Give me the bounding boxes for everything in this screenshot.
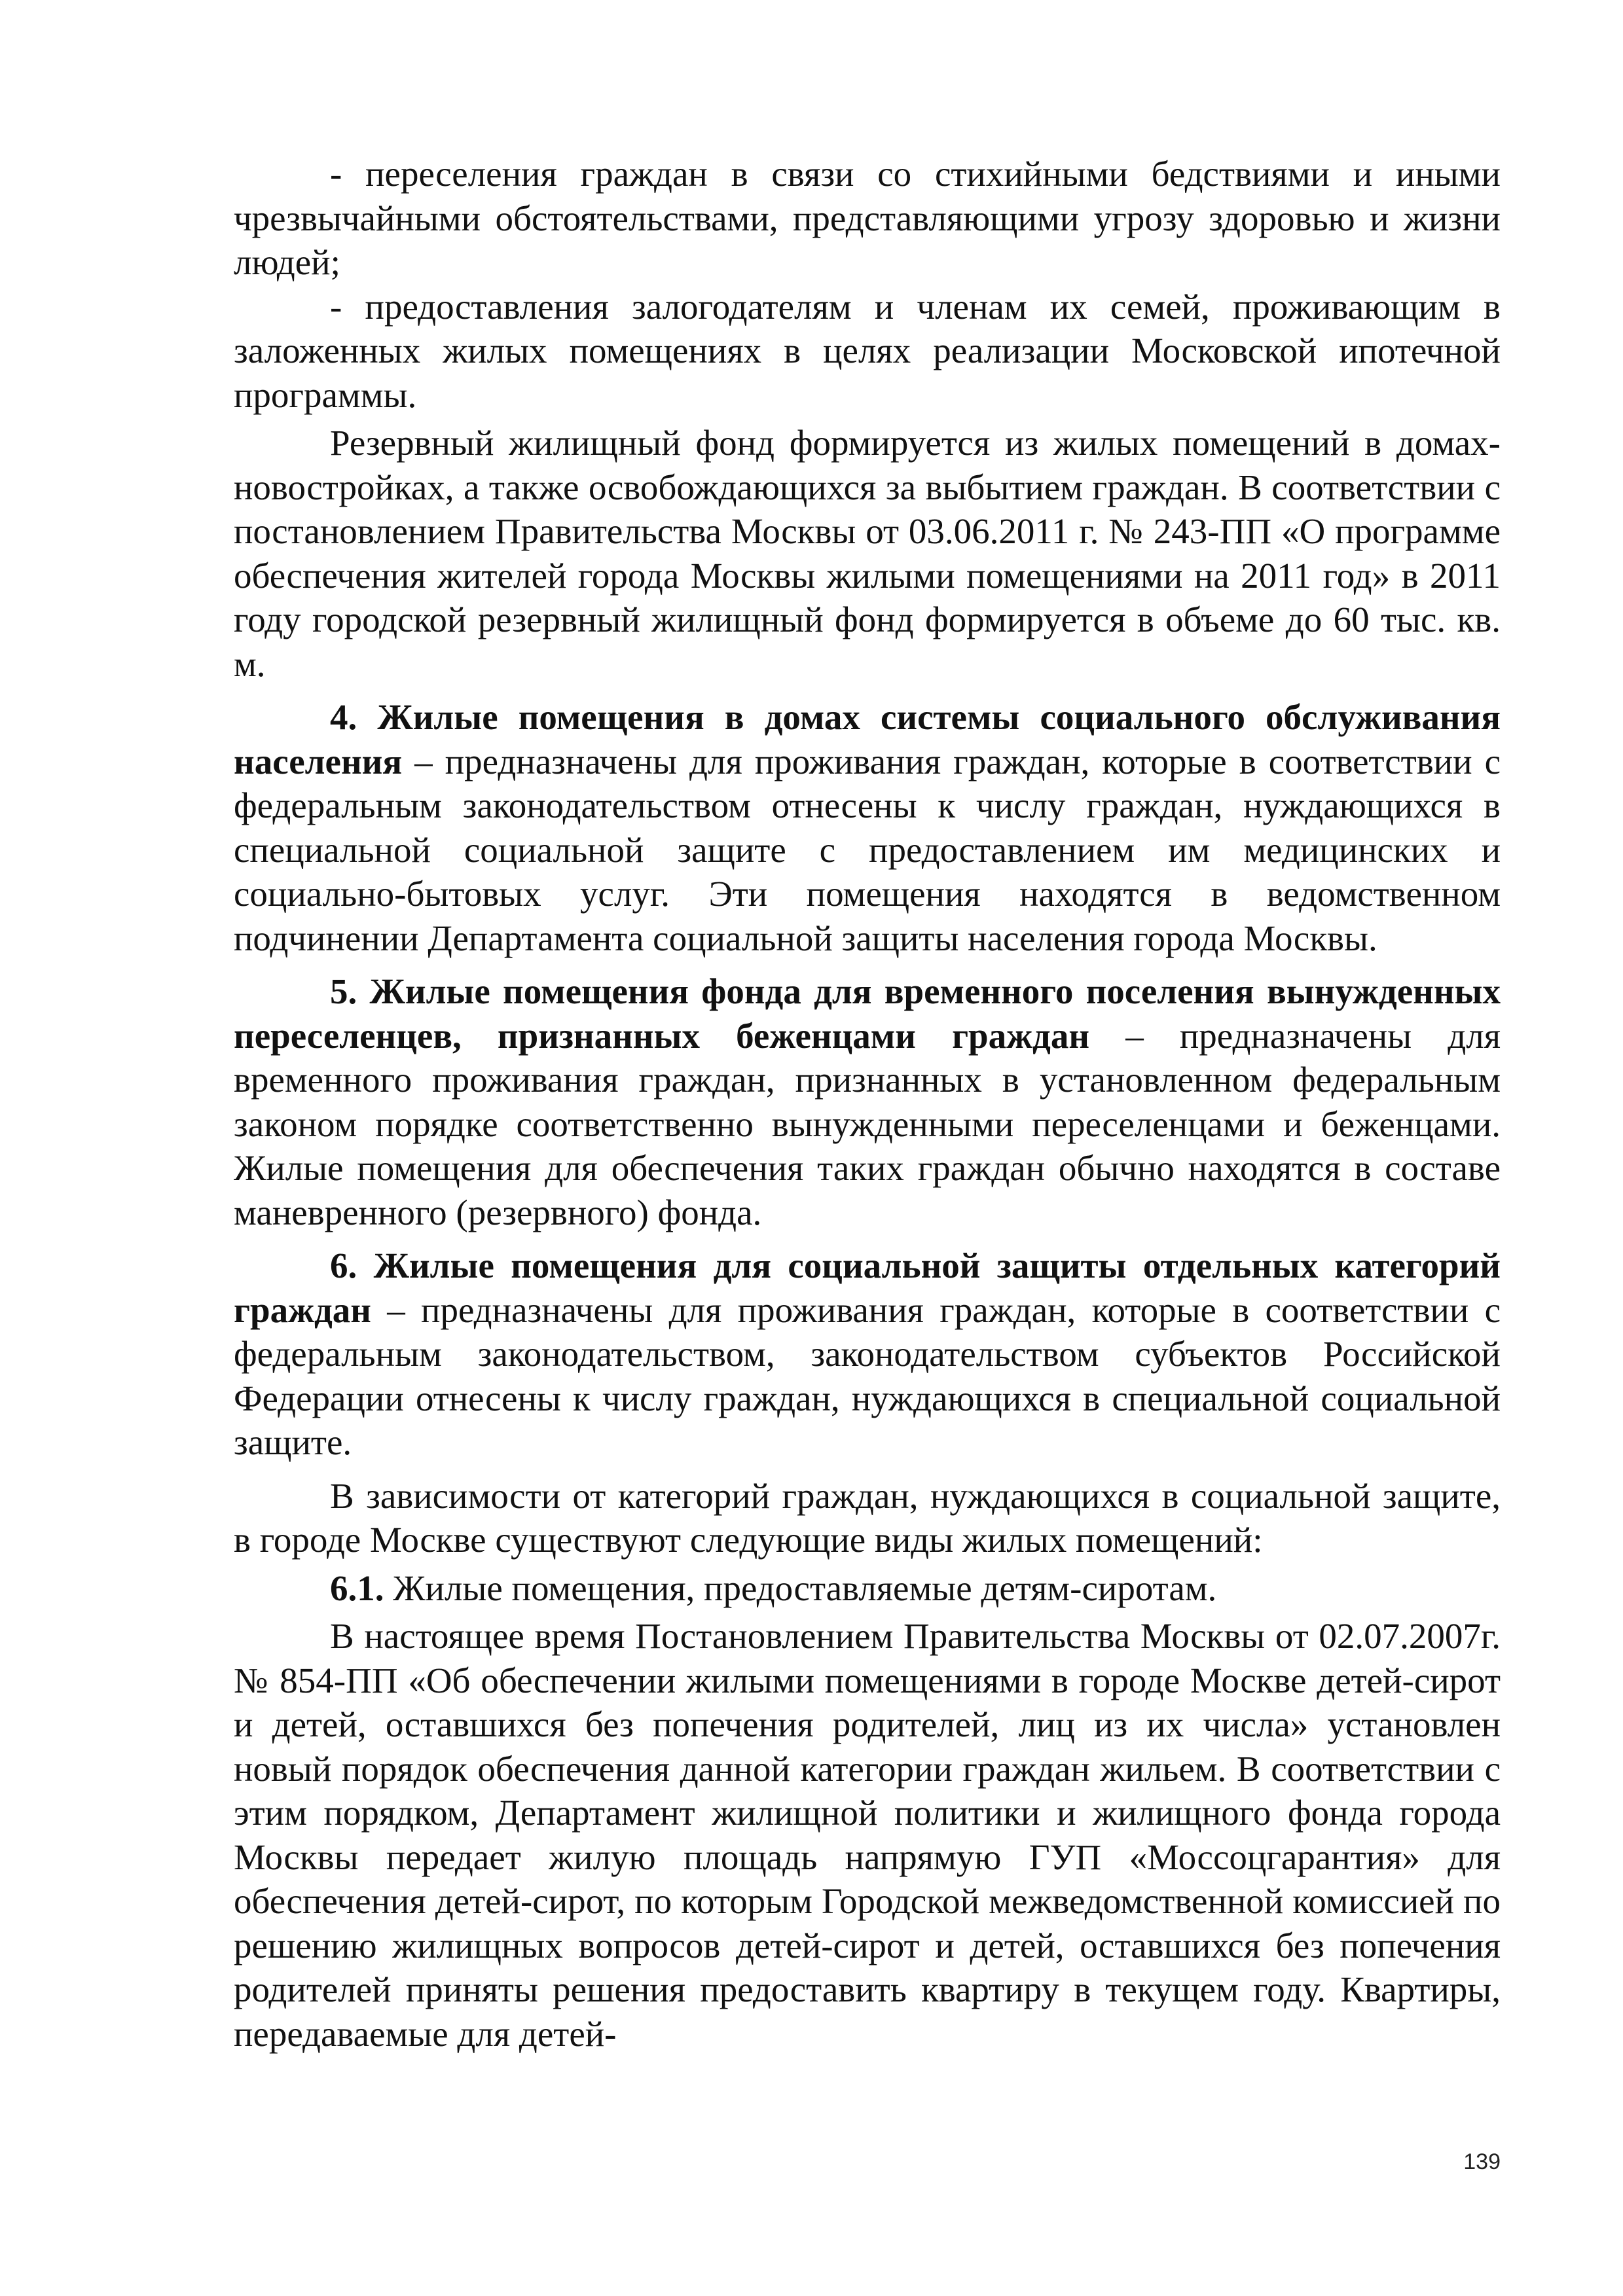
section-heading: 6. Жилые помещения для социальной защиты отдельных категорий граждан [234, 1246, 1501, 1330]
paragraph-text: - переселения граждан в связи со стихийными бедствиями и иными чрезвычайными обстоятельствами, представляющими угрозу здоровью и жизни людей; [234, 154, 1501, 282]
paragraph-orphans-procedure [234, 1614, 1501, 2056]
paragraph-section-6-1 [234, 1566, 1501, 1611]
paragraph-mortgage-program [234, 285, 1501, 418]
section-heading: 5. Жилые помещения фонда для временного поселения вынужденных переселенцев, признанных беженцами граждан [234, 971, 1501, 1056]
document-body [234, 152, 1501, 2056]
paragraph-section-4 [234, 695, 1501, 960]
paragraph-resettlement-emergency [234, 152, 1501, 285]
section-heading: 6.1. [330, 1568, 384, 1608]
paragraph-reserve-fund [234, 421, 1501, 686]
paragraph-text: В настоящее время Постановлением Правительства Москвы от 02.07.2007г. № 854-ПП «Об обеспечении жилыми помещениями в городе Москве детей-сирот и детей, оставшихся без попечения родителей, лиц из их числа» установлен новый порядок обеспечения данной категории граждан жильем. В соответствии с этим порядком, Департамент жилищной политики и жилищного фонда города Москвы передает жилую площадь напрямую ГУП «Моссоцгарантия» для обеспечения детей-сирот, по которым Городской межведомственной комиссией по решению жилищных вопросов детей-сирот и детей, оставшихся без попечения родителей приняты решения предоставить квартиру в текущем году. Квартиры, передаваемые для детей- [234, 1616, 1501, 2054]
paragraph-text: - предоставления залогодателям и членам их семей, проживающим в заложенных жилых помещениях в целях реализации Московской ипотечной программы. [234, 286, 1501, 415]
paragraph-section-5 [234, 969, 1501, 1234]
paragraph-text: – предназначены для временного проживания граждан, признанных в установленном федеральным законом порядке соответственно вынужденными переселенцами и беженцами. Жилые помещения для обеспечения таких граждан обычно находятся в составе маневренного (резервного) фонда. [234, 1015, 1501, 1232]
paragraph-text: В зависимости от категорий граждан, нуждающихся в социальной защите, в городе Москве существуют следующие виды жилых помещений: [234, 1475, 1501, 1560]
paragraph-text: Резервный жилищный фонд формируется из жилых помещений в домах-новостройках, а также освобождающихся за выбытием граждан. В соответствии с постановлением Правительства Москвы от 03.06.2011 г. № 243-ПП «О программе обеспечения жителей города Москвы жилыми помещениями на 2011 год» в 2011 году городской резервный жилищный фонд формируется в объеме до 60 тыс. кв. м. [234, 423, 1501, 684]
page-number: 139 [1463, 2149, 1501, 2174]
paragraph-housing-types [234, 1474, 1501, 1562]
paragraph-section-6 [234, 1244, 1501, 1465]
paragraph-text: Жилые помещения, предоставляемые детям-сиротам. [384, 1568, 1217, 1608]
paragraph-text: – предназначены для проживания граждан, которые в соответствии с федеральным законодательством, законодательством субъектов Российской Федерации отнесены к числу граждан, нуждающихся в специальной социальной защите. [234, 1289, 1501, 1462]
section-heading: 4. Жилые помещения в домах системы социального обслуживания населения [234, 697, 1501, 781]
paragraph-text: – предназначены для проживания граждан, которые в соответствии с федеральным законодательством отнесены к числу граждан, нуждающихся в специальной социальной защите с предоставлением им медицинских и социально-бытовых услуг. Эти помещения находятся в ведомственном подчинении Департамента социальной защиты населения города Москвы. [234, 741, 1501, 958]
